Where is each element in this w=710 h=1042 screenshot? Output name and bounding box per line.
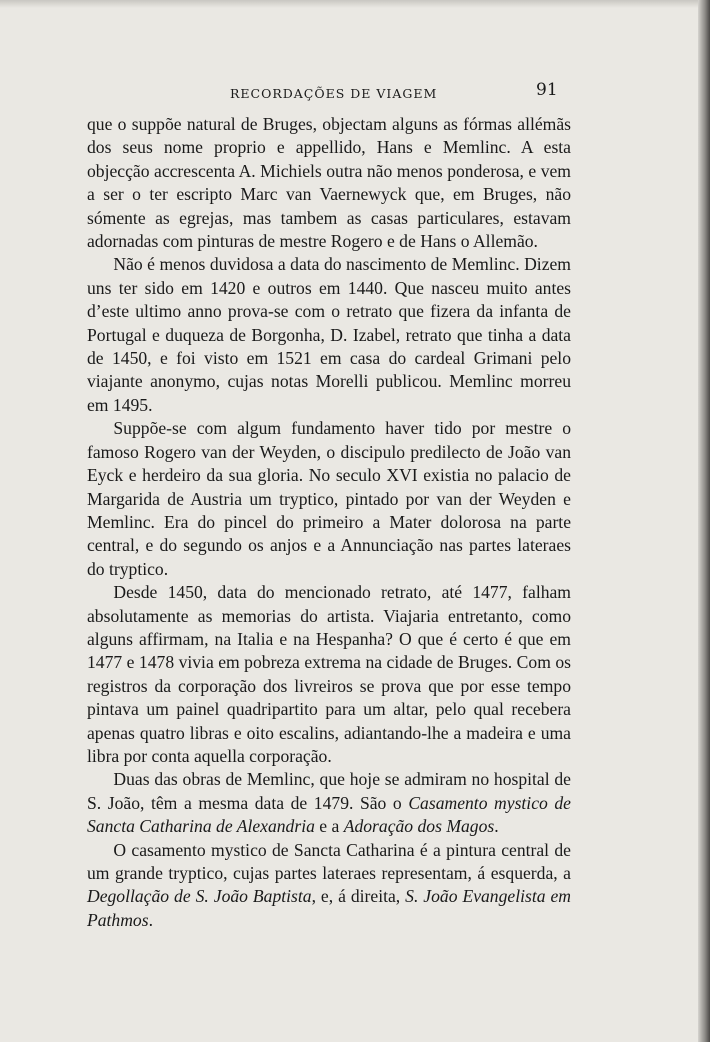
page-header (0, 80, 710, 104)
paragraph-6-title-degollacao: Degollação de S. João Baptista (87, 886, 312, 907)
body-text (87, 113, 571, 932)
paragraph-5-title-casamento: Casamento mystico de Sancta Catharina de Alexandria (87, 792, 571, 837)
paragraph-5-text-c: e a (314, 816, 344, 837)
paragraph-5-title-adoracao: Adoração dos Magos (343, 816, 495, 837)
top-shadow (0, 0, 710, 8)
paragraph-3: Suppõe-se com algum fundamento haver tido por mestre o famoso Rogero van der Weyden, o discipulo predilecto de João van Eyck e herdeiro da sua gloria. No seculo XVI existia no palacio de Margarida de Austria um tryptico, pintado por van der Weyden e Memlinc. Era do pincel do primeiro a Mater dolorosa na parte central, e do segundo os anjos e a Annunciação nas partes lateraes do tryptico. (87, 418, 571, 579)
paragraph-6-text-c: , e, á direita, (311, 886, 406, 907)
paragraph-6-text-e: . (148, 909, 153, 930)
paragraph-5-text-a: Duas das obras de Memlinc, que hoje se admiram no hospital de S. João, têm a mesma data de 1479. São o (87, 769, 571, 813)
page-number: 91 (536, 80, 558, 100)
paragraph-5-text-e: . (494, 816, 499, 837)
paragraph-1: que o suppõe natural de Bruges, objectam alguns as fórmas allémãs dos seus nome proprio e appellido, Hans e Memlinc. A esta objecção accrescenta A. Michiels outra não menos ponderosa, e vem a ser o ter escripto Marc van Vaernewyck que, em Bruges, não sómente as egrejas, mas tambem as casas particulares, estavam adornadas com pinturas de mestre Rogero e de Hans o Allemão. (87, 114, 571, 252)
running-title: RECORDAÇÕES DE VIAGEM (230, 86, 438, 101)
paragraph-6-text-a: O casamento mystico de Sancta Catharina é a pintura central de um grande tryptico, cujas partes lateraes representam, á esquerda, a (87, 839, 571, 883)
paragraph-6-title-evangelista: S. João Evangelista em Pathmos (87, 886, 571, 930)
paragraph-5 (87, 768, 571, 838)
paragraph-6 (87, 839, 571, 933)
page-edge-shadow (698, 0, 710, 1042)
paragraph-2: Não é menos duvidosa a data do nascimento de Memlinc. Dizem uns ter sido em 1420 e outros em 1440. Que nasceu muito antes d’este ultimo anno prova-se com o retrato que fizera da infanta de Portugal e duqueza de Borgonha, D. Izabel, retrato que tinha a data de 1450, e foi visto em 1521 em casa do cardeal Grimani pelo viajante anonymo, cujas notas Morelli publicou. Memlinc morreu em 1495. (87, 254, 571, 415)
paragraph-4: Desde 1450, data do mencionado retrato, até 1477, falham absolutamente as memorias do artista. Viajaria entretanto, como alguns affirmam, na Italia e na Hespanha? O que é certo é que em 1477 e 1478 vivia em pobreza extrema na cidade de Bruges. Com os registros da corporação dos livreiros se prova que por esse tempo pintava um painel quadripartito para um altar, pelo qual recebera apenas quatro libras e oito escalins, adiantando-lhe a madeira e uma libra por conta aquella corporação. (87, 582, 571, 766)
